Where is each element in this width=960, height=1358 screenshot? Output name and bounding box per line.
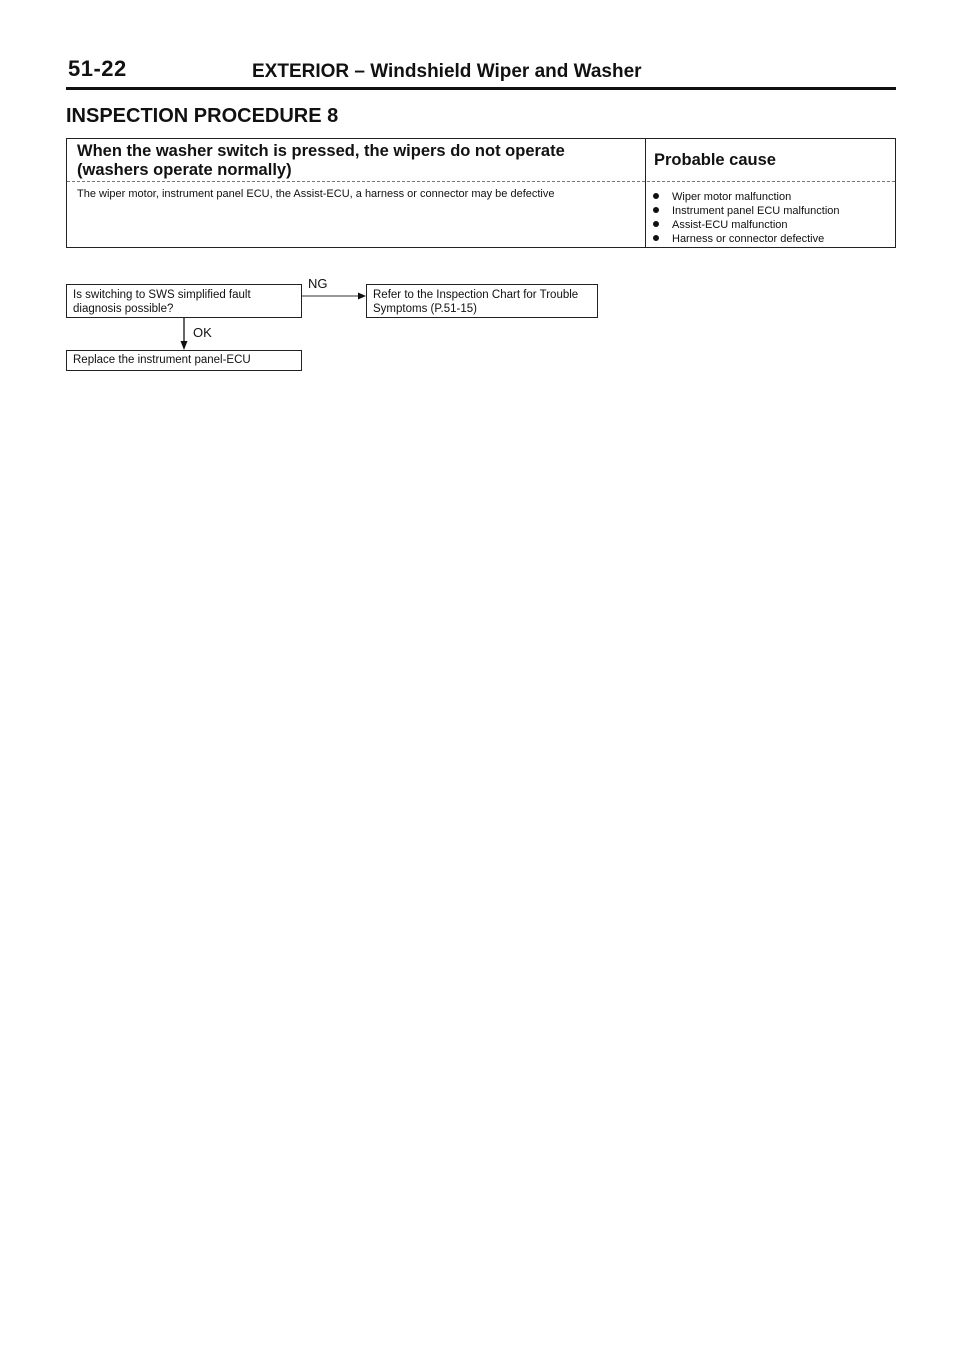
flowchart-ng-action-box: Refer to the Inspection Chart for Trouble Symptoms (P.51-15) [366, 284, 598, 318]
flowchart-ok-action-box: Replace the instrument panel-ECU [66, 350, 302, 371]
symptom-description: The wiper motor, instrument panel ECU, the Assist-ECU, a harness or connector may be defective [77, 188, 555, 200]
probable-cause-title: Probable cause [654, 151, 776, 169]
flowchart-connectors [0, 0, 960, 400]
page-number: 51-22 [68, 56, 127, 81]
ok-arrow-icon [181, 341, 188, 350]
flowchart-question-box: Is switching to SWS simplified fault diagnosis possible? [66, 284, 302, 318]
cause-item-label: Assist-ECU malfunction [672, 219, 788, 231]
flowchart-ok-label: OK [193, 325, 212, 340]
procedure-title: INSPECTION PROCEDURE 8 [66, 105, 339, 127]
section-title: EXTERIOR – Windshield Wiper and Washer [252, 61, 642, 82]
symptom-title: When the washer switch is pressed, the wipers do not operate (washers operate normally) [77, 142, 565, 179]
ng-arrow-icon [358, 293, 366, 300]
cause-item-label: Instrument panel ECU malfunction [672, 205, 840, 217]
flowchart-ng-label: NG [308, 276, 328, 291]
cause-item-label: Harness or connector defective [672, 233, 825, 245]
cause-item-label: Wiper motor malfunction [672, 191, 792, 203]
